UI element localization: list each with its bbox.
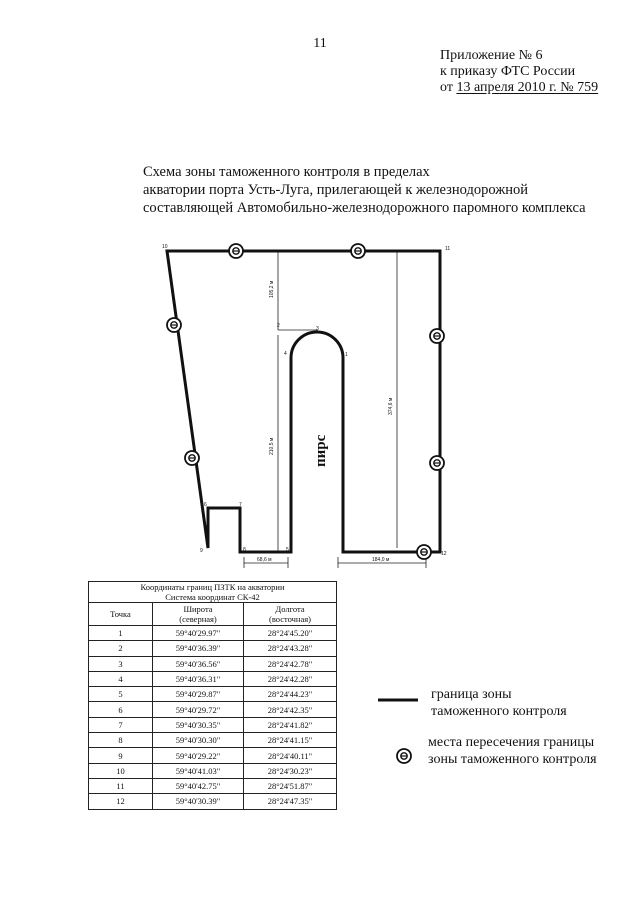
page-number: 11 xyxy=(313,36,327,51)
legend-crossing-line-2: зоны таможенного контроля xyxy=(428,752,597,767)
cell-point: 4 xyxy=(89,671,153,686)
cell-point: 7 xyxy=(89,717,153,732)
cell-lat: 59°40'42.75" xyxy=(153,778,244,793)
cell-lat: 59°40'30.30" xyxy=(153,733,244,748)
legend-boundary-line-2: таможенного контроля xyxy=(431,704,567,719)
dimension-lines xyxy=(244,252,426,568)
dim-label-right: 374,6 м xyxy=(388,397,394,415)
legend-boundary-line-1: граница зоны xyxy=(431,687,512,702)
table-row xyxy=(89,671,337,686)
dim-label-mid: 210,5 м xyxy=(269,437,275,455)
cell-lon: 28°24'41.82" xyxy=(244,717,337,732)
cell-lat: 59°40'36.31" xyxy=(153,671,244,686)
cell-point: 6 xyxy=(89,702,153,717)
cell-point: 2 xyxy=(89,641,153,656)
legend-crossing xyxy=(428,734,597,768)
point-label: 4 xyxy=(284,351,287,357)
cell-lat: 59°40'30.35" xyxy=(153,717,244,732)
crossing-marker-icon xyxy=(430,329,444,343)
point-label: 5 xyxy=(286,547,289,553)
point-label: 1 xyxy=(345,352,348,358)
table-caption-2: Система координат СК-42 xyxy=(165,592,260,602)
pier-label: пирс xyxy=(313,434,329,467)
point-label: 8 xyxy=(243,547,246,553)
cell-lat: 59°40'36.56" xyxy=(153,656,244,671)
cell-point: 5 xyxy=(89,687,153,702)
coordinates-table xyxy=(88,581,337,810)
annex-date-prefix: от xyxy=(440,80,453,95)
header-lat-label: Широта xyxy=(183,604,213,614)
dim-label-top: 105,2 м xyxy=(269,280,275,298)
header-lat xyxy=(153,603,244,626)
table-row xyxy=(89,702,337,717)
boundary-line xyxy=(167,251,440,552)
header-lat-sub: (северная) xyxy=(179,614,217,624)
cell-lat: 59°40'29.97" xyxy=(153,626,244,641)
cell-lon: 28°24'43.28" xyxy=(244,641,337,656)
table-caption-1: Координаты границ ПЗТК на акватории xyxy=(140,582,285,592)
annex-line-2: к приказу ФТС России xyxy=(440,64,576,79)
cell-lon: 28°24'40.11" xyxy=(244,748,337,763)
point-label: 3 xyxy=(316,326,319,332)
header-lon xyxy=(244,603,337,626)
header-point: Точка xyxy=(89,603,153,626)
crossing-marker-icon xyxy=(185,451,199,465)
title-line-1: Схема зоны таможенного контроля в пределах xyxy=(143,164,430,180)
cell-lat: 59°40'30.39" xyxy=(153,794,244,809)
cell-lat: 59°40'41.03" xyxy=(153,763,244,778)
cell-point: 9 xyxy=(89,748,153,763)
table-row xyxy=(89,733,337,748)
cell-point: 11 xyxy=(89,778,153,793)
cell-lat: 59°40'36.39" xyxy=(153,641,244,656)
cell-lon: 28°24'42.35" xyxy=(244,702,337,717)
dim-label-bottom-right: 184,0 м xyxy=(372,557,390,563)
cell-lat: 59°40'29.22" xyxy=(153,748,244,763)
cell-lon: 28°24'51.87" xyxy=(244,778,337,793)
crossing-marker-icon xyxy=(351,244,365,258)
legend-crossing-line-1: места пересечения границы xyxy=(428,735,595,750)
point-label: 12 xyxy=(441,551,447,557)
header-lon-sub: (восточная) xyxy=(269,614,311,624)
cell-lon: 28°24'41.15" xyxy=(244,733,337,748)
cell-lon: 28°24'47.35" xyxy=(244,794,337,809)
table-row xyxy=(89,778,337,793)
legend-crossing-marker-icon xyxy=(397,749,411,763)
cell-lon: 28°24'42.28" xyxy=(244,671,337,686)
table-row xyxy=(89,794,337,809)
table-caption xyxy=(89,582,337,603)
table-row xyxy=(89,641,337,656)
legend-boundary xyxy=(431,686,567,720)
table-row xyxy=(89,626,337,641)
title-line-2: акватории порта Усть-Луга, прилегающей к железнодорожной xyxy=(143,182,529,198)
crossing-marker-icon xyxy=(167,318,181,332)
crossing-marker-icon xyxy=(430,456,444,470)
boundary-path xyxy=(167,251,440,552)
cell-lon: 28°24'45.20" xyxy=(244,626,337,641)
point-label: 11 xyxy=(445,246,451,252)
cell-lon: 28°24'44.23" xyxy=(244,687,337,702)
point-label: 10 xyxy=(162,244,168,250)
annex-line-1: Приложение № 6 xyxy=(440,48,543,63)
point-label: 2 xyxy=(277,323,280,329)
cell-point: 8 xyxy=(89,733,153,748)
table-row xyxy=(89,687,337,702)
table-row xyxy=(89,717,337,732)
cell-lat: 59°40'29.72" xyxy=(153,702,244,717)
cell-point: 1 xyxy=(89,626,153,641)
point-label: 9 xyxy=(200,548,203,554)
table-body xyxy=(89,626,337,810)
crossing-marker-icon xyxy=(229,244,243,258)
cell-lon: 28°24'42.78" xyxy=(244,656,337,671)
cell-point: 3 xyxy=(89,656,153,671)
cell-point: 12 xyxy=(89,794,153,809)
point-label: 7 xyxy=(239,502,242,508)
cell-lon: 28°24'30.23" xyxy=(244,763,337,778)
cell-lat: 59°40'29.87" xyxy=(153,687,244,702)
annex-date: 13 апреля 2010 г. № 759 xyxy=(456,80,599,95)
table-row xyxy=(89,656,337,671)
cell-point: 10 xyxy=(89,763,153,778)
table-row xyxy=(89,748,337,763)
table-header-row xyxy=(89,603,337,626)
table-row xyxy=(89,763,337,778)
point-label: 6 xyxy=(204,502,207,508)
header-lon-label: Долгота xyxy=(275,604,305,614)
crossing-marker-icon xyxy=(417,545,431,559)
point-labels xyxy=(162,244,450,557)
dim-label-bottom-left: 68,6 м xyxy=(257,557,272,563)
title-line-3: составляющей Автомобильно-железнодорожного паромного комплекса xyxy=(143,200,586,216)
table-caption-row xyxy=(89,582,337,603)
